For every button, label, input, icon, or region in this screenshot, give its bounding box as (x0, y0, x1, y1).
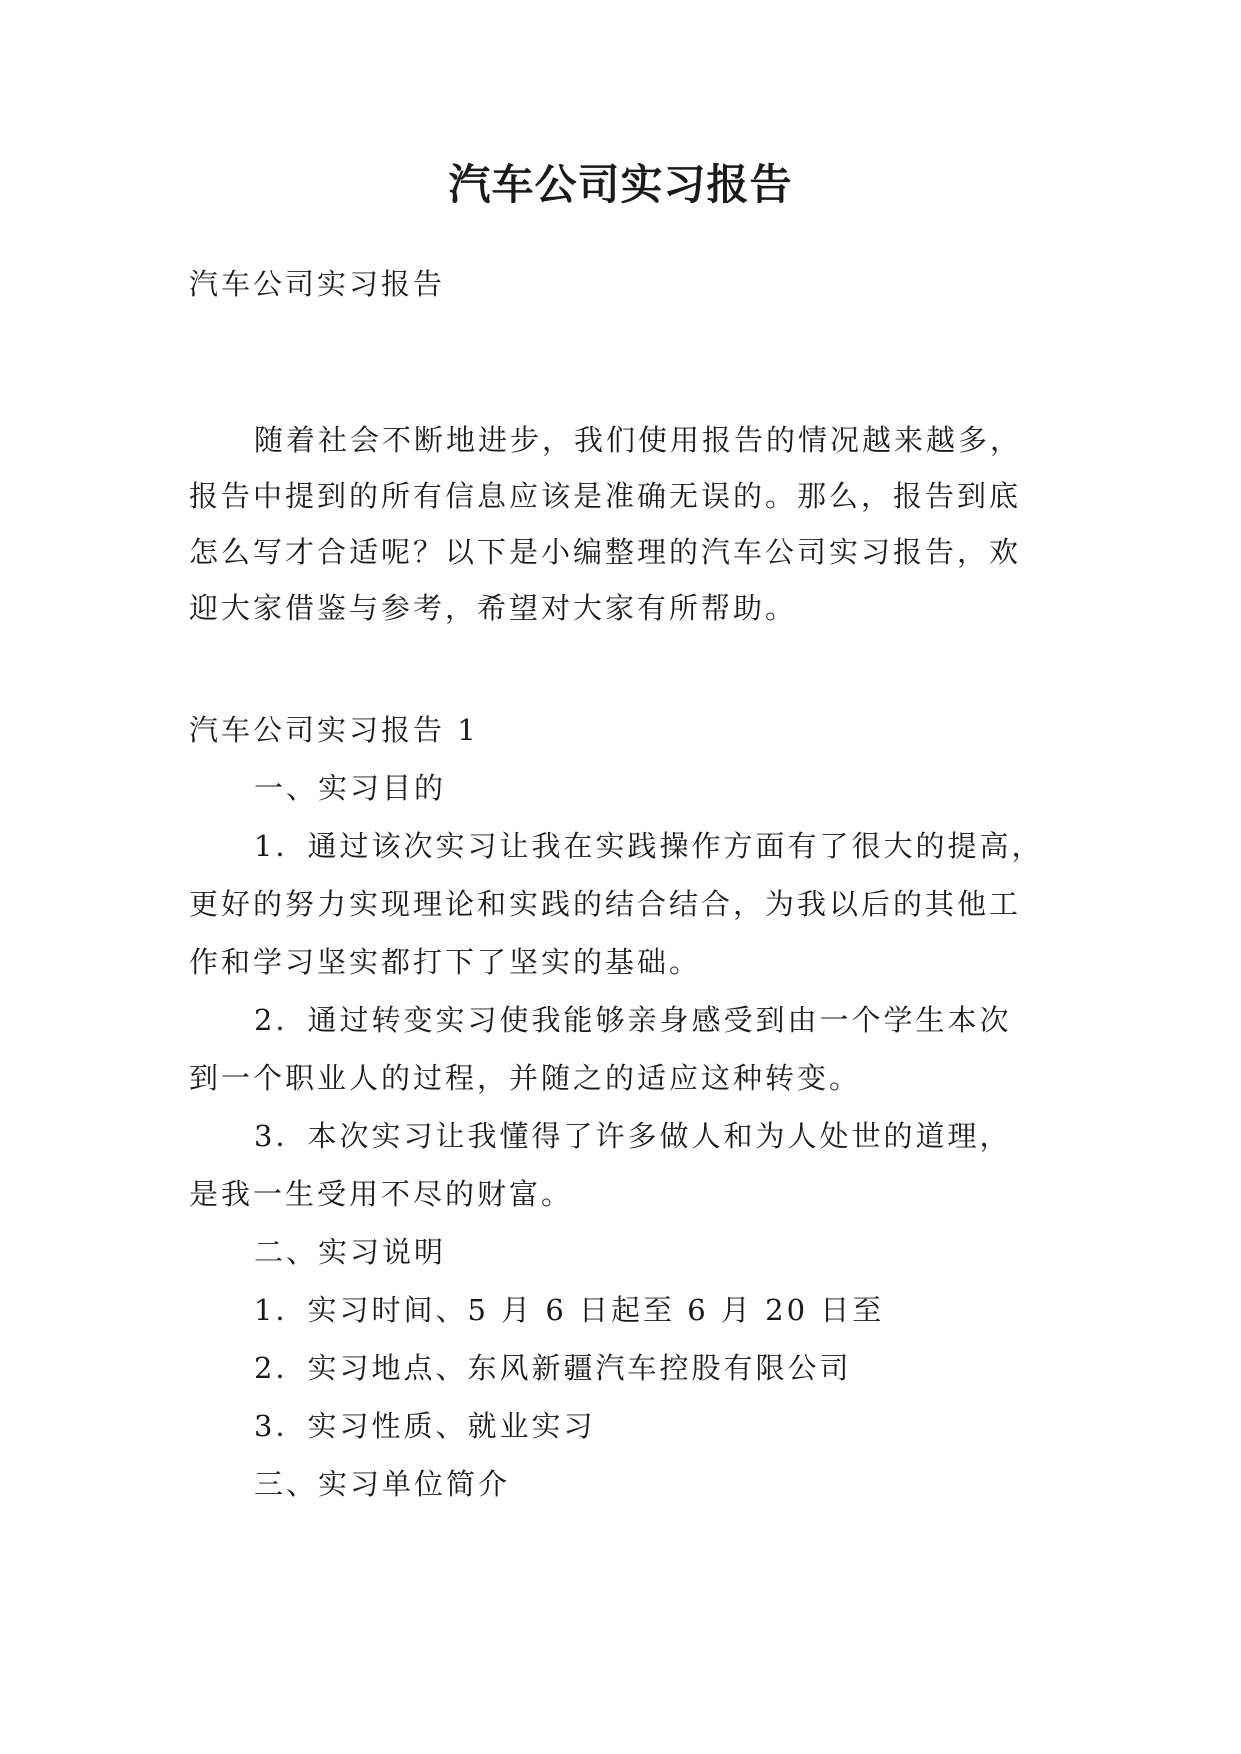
section-2-item-3: 3．实习性质、就业实习 (254, 1409, 596, 1443)
section-1-heading: 一、实习目的 (254, 771, 447, 805)
intro-line-2: 报告中提到的所有信息应该是准确无误的。那么，报告到底 (189, 479, 1022, 513)
section-2-item-2: 2．实习地点、东风新疆汽车控股有限公司 (254, 1351, 852, 1385)
item-3-line-1: 3．本次实习让我懂得了许多做人和为人处世的道理， (254, 1119, 1012, 1153)
item-1-line-2: 更好的努力实现理论和实践的结合结合，为我以后的其他工 (189, 887, 1022, 921)
intro-line-1: 随着社会不断地进步，我们使用报告的情况越来越多， (254, 423, 1023, 457)
intro-line-4: 迎大家借鉴与参考，希望对大家有所帮助。 (189, 591, 798, 625)
section-2-item-1: 1．实习时间、5 月 6 日起至 6 月 20 日至 (254, 1293, 885, 1327)
intro-line-3: 怎么写才合适呢？以下是小编整理的汽车公司实习报告，欢 (189, 535, 1022, 569)
document-title: 汽车公司实习报告 (448, 160, 793, 209)
item-2-line-1: 2．通过转变实习使我能够亲身感受到由一个学生本次 (254, 1003, 1012, 1037)
report-1-heading: 汽车公司实习报告 1 (189, 713, 479, 747)
item-3-line-2: 是我一生受用不尽的财富。 (189, 1177, 574, 1211)
section-3-heading: 三、实习单位简介 (254, 1467, 511, 1501)
item-2-line-2: 到一个职业人的过程，并随之的适应这种转变。 (189, 1061, 862, 1095)
item-1-line-1: 1．通过该次实习让我在实践操作方面有了很大的提高， (254, 829, 1044, 863)
item-1-line-3: 作和学习坚实都打下了坚实的基础。 (189, 945, 702, 979)
document-subtitle: 汽车公司实习报告 (189, 267, 446, 301)
section-2-heading: 二、实习说明 (254, 1235, 447, 1269)
